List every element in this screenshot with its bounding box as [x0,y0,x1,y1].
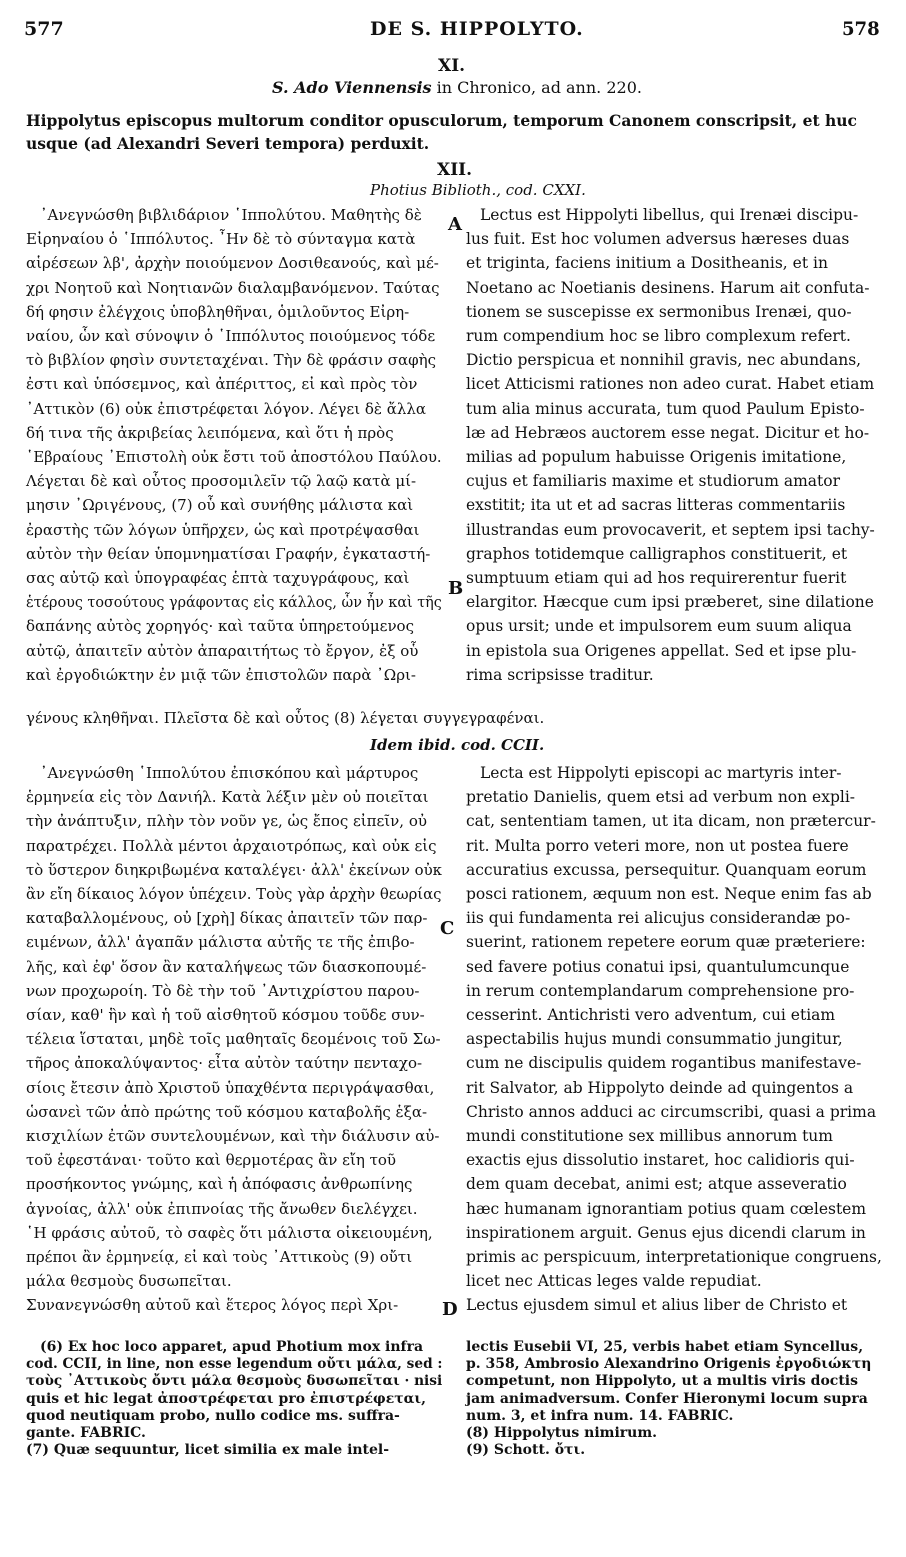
latin-line: cesserint. Antichristi vero adventum, cui etiam [466,1006,836,1024]
greek-line: ῾Εβραίους ᾿Επιστολὴ οὐκ ἔστι τοῦ ἀποστόλου Παύλου. [26,448,442,466]
greek-line: τὴν ἀνάπτυξιν, πλὴν τὸν νοῦν γε, ὡς ἔπος εἰπεῖν, οὐ [26,812,427,831]
latin-line: opus ursit; unde et impulsorem eum suum aliqua [466,617,852,636]
latin-line: licet nec Atticas leges valde repudiat. [466,1272,762,1291]
greek-line: δή τινα τῆς ἀκριβείας λειπόμενα, καὶ ὅτι ἡ πρὸς [26,423,394,442]
footnote-line: (8) Hippolytus nimirum. [466,1425,658,1441]
greek-line: σίοις ἔτεσιν ἀπὸ Χριστοῦ ὑπαχθέντα περιγράψασθαι, [26,1078,435,1097]
greek-line: ῾Η φράσις αὐτοῦ, τὸ σαφὲς ὅτι μάλιστα οἰκειουμένη, [26,1223,433,1242]
greek-line: ᾿Ανεγνώσθη ῾Ιππολύτου ἐπισκόπου καὶ μάρτυρος [40,764,419,782]
footnote-line: competunt, non Hippolyto, ut a multis viris doctis [466,1373,858,1390]
latin-line: primis ac perspicuum, interpretationique congruens, [466,1248,882,1266]
greek-line: ᾿Αττικὸν (6) οὐκ ἐπιστρέφεται λόγον. Λέγει δὲ ἄλλα [26,399,426,418]
source-rest: in Chronico, ad ann. 220. [436,78,642,97]
greek-line: λῆς, καὶ ἐφ' ὅσον ἂν καταλήψεως τῶν διασκοπουμέ- [26,957,427,976]
section-xi-line: Hippolytus episcopus multorum conditor opusculorum, temporum Canonem conscripsit, et huc [26,111,857,130]
footnote-line: p. 358, Ambrosio Alexandrino Origenis ἐργοδιώκτη [466,1356,872,1373]
greek-line: τοῦ ἐφεστάναι· τοῦτο καὶ θερμοτέρας ἂν εἴη τοῦ [26,1151,397,1170]
margin-letter-c: C [440,918,455,939]
latin-line: Lectus ejusdem simul et alius liber de Christo et [466,1296,848,1315]
latin-line: rit Salvator, ab Hippolyto deinde ad quingentos a [466,1078,854,1097]
latin-line: in epistola sua Origenes appellat. Sed et ipse plu- [466,641,857,660]
footnote-line: lectis Eusebii VI, 25, verbis habet etiam Syncellus, [466,1339,864,1355]
latin-line: illustrandas eum provocaverit, et septem ipsi tachy- [466,520,875,539]
greek-line: σίαν, καθ' ἣν καὶ ἡ τοῦ αἰσθητοῦ κόσμου τοῦδε συν- [26,1006,425,1024]
greek-line: τῆρος ἀποκαλύψαντος· εἶτα αὐτὸν ταύτην πενταχο- [26,1054,423,1073]
greek-line: χρι Νοητοῦ καὶ Νοητιανῶν διαλαμβανόμενον. Ταύτας [26,278,440,297]
greek-line: αὐτὸν τὴν θείαν ὑπομνηματίσαι Γραφήν, ἐγκαταστή- [26,544,431,563]
latin-line: Lecta est Hippolyti episcopi ac martyris inter- [480,764,842,782]
greek-line: ἀγνοίας, ἀλλ' οὐκ ἐπιπνοίας τῆς ἄνωθεν διελέγχει. [26,1199,418,1218]
footnote-line: quod neutiquam probo, nullo codice ms. suffra- [26,1407,400,1424]
latin-line: cum ne discipulis quidem rogantibus manifestave- [466,1054,862,1073]
latin-line: lus fuit. Est hoc volumen adversus hæreses duas [466,230,850,249]
footnote-line: quis et hic legat ἀποστρέφεται pro ἐπιστρέφεται, [26,1390,427,1407]
footnote-line: num. 3, et infra num. 14. FABRIC. [466,1407,734,1424]
latin-line: sumptuum etiam qui ad hos requirerentur fuerit [466,569,847,587]
section-idem-source: Idem ibid. cod. CCII. [370,736,545,754]
greek-line: ἑτέρους τοσούτους γράφοντας εἰς κάλλος, ὧν ἦν καὶ τῆς [26,593,442,612]
latin-line: elargitor. Hæcque cum ipsi præberet, sine dilatione [466,593,874,612]
greek-line: δαπάνης αὐτὸς χορηγός· καὶ ταῦτα ὑπηρετούμενος [26,617,414,636]
latin-line: inspirationem arguit. Genus ejus dicendi clarum in [466,1223,866,1242]
section-xii-number: XII. [437,160,473,180]
footnote-line: τοὺς ᾿Αττικοὺς ὄντι μάλα θεσμοὺς δυσωπεῖται · nisi [26,1373,443,1390]
greek-line: ειμένων, ἀλλ' ἀγαπᾶν μάλιστα αὐτῆς τε τῆς ἐπιβο- [26,933,415,952]
latin-line: pretatio Danielis, quem etsi ad verbum non expli- [466,788,856,807]
greek-line: τὸ ὕστερον διηκριβωμένα καταλέγει· ἀλλ' ἐκείνων οὐκ [26,860,442,879]
page-number-left: 577 [24,18,64,40]
greek-line: νων προχωροίη. Τὸ δὲ τὴν τοῦ ᾿Αντιχρίστου παρου- [26,981,420,1000]
greek-line: ἑρμηνεία εἰς τὸν Δανιήλ. Κατὰ λέξιν μὲν οὐ ποιεῖται [26,788,429,807]
greek-line: ὡσανεὶ τῶν ἀπὸ πρώτης τοῦ κόσμου καταβολῆς ἑξα- [26,1102,428,1121]
greek-line: κισχιλίων ἐτῶν συντελουμένων, καὶ τὴν διάλυσιν αὐ- [26,1127,440,1145]
latin-line: et triginta, faciens initium a Dositheanis, et in [466,254,828,273]
latin-line: suerint, rationem repetere eorum quæ præteriere: [466,933,866,952]
footnote-line: cod. CCII, in line, non esse legendum οὔτι μάλα, sed : [26,1356,443,1373]
latin-line: rit. Multa porro veteri more, non ut postea fuere [466,836,849,855]
footnote-line: (6) Ex hoc loco apparet, apud Photium mox infra [40,1339,424,1355]
section-xii-source: Photius Biblioth., cod. CXXI. [370,181,586,199]
footnote-line: (9) Schott. ὄτι. [466,1442,586,1459]
latin-line: cujus et familiaris maxime et studiorum amator [466,472,841,491]
running-title: DE S. HIPPOLYTO. [370,18,584,40]
latin-line: rum compendium hoc se libro complexum refert. [466,327,851,345]
latin-line: sed favere potius conatui ipsi, quantulumcunque [466,957,850,976]
latin-line: Christo annos adduci ac circumscribi, quasi a prima [466,1102,877,1121]
greek-line: καὶ ἐργοδιώκτην ἐν μιᾷ τῶν ἐπιστολῶν παρὰ ᾿Ωρι- [26,665,416,684]
section-xii-greek-full-line: γένους κληθῆναι. Πλεῖστα δὲ καὶ οὗτος (8) λέγεται συγγεγραφέναι. [26,709,545,727]
latin-line: dem quam decebat, animi est; atque asseveratio [466,1175,847,1194]
section-xi-line: usque (ad Alexandri Severi tempora) perduxit. [26,134,430,153]
greek-line: Εἰρηναίου ὁ ῾Ιππόλυτος. ῏Ην δὲ τὸ σύνταγμα κατὰ [26,230,416,249]
footnote-line: gante. FABRIC. [26,1425,146,1441]
latin-line: aspectabilis hujus mundi consummatio jungitur, [466,1030,843,1049]
greek-line: πρέποι ἂν ἑρμηνείᾳ, εἰ καὶ τοὺς ᾿Αττικοὺς (9) οὔτι [26,1248,413,1266]
latin-line: cat, sententiam tamen, ut ita dicam, non prætercur- [466,812,876,831]
greek-line: ναίου, ὧν καὶ σύνοψιν ὁ ῾Ιππόλυτος ποιούμενος τόδε [26,327,436,345]
latin-line: Noetano ac Noetianis desinens. Harum ait confuta- [466,278,870,297]
latin-line: accuratius excussa, persequitur. Quanquam eorum [466,860,867,879]
greek-line: τὸ βιβλίον φησὶν συντεταχέναι. Τὴν δὲ φράσιν σαφὴς [26,351,437,370]
latin-line: Dictio perspicua et nonnihil gravis, nec abundans, [466,351,862,370]
latin-line: exstitit; ita ut et ad sacras litteras commentariis [466,496,846,515]
greek-line: Λέγεται δὲ καὶ οὗτος προσομιλεῖν τῷ λαῷ κατὰ μί- [26,472,417,491]
latin-line: posci rationem, æquum non est. Neque enim fas ab [466,885,872,903]
section-xi-number: XI. [438,56,466,76]
greek-line: ᾿Ανεγνώσθη βιβλιδάριον ῾Ιππολύτου. Μαθητὴς δὲ [40,206,422,224]
footnote-line: jam animadversum. Confer Hieronymi locum supra [466,1390,868,1407]
greek-line: Συνανεγνώσθη αὐτοῦ καὶ ἕτερος λόγος περὶ Χρι- [26,1296,399,1315]
footnote-line: (7) Quæ sequuntur, licet similia ex male intel- [26,1442,390,1459]
margin-letter-b: B [448,578,464,599]
margin-letter-a: A [448,214,462,235]
greek-line: τέλεια ἵσταται, μηδὲ τοῖς μαθηταῖς δεομένοις τοῦ Σω- [26,1030,441,1049]
margin-letter-d: D [442,1299,458,1320]
greek-line: παρατρέχει. Πολλὰ μέντοι ἀρχαιοτρόπως, καὶ οὐκ εἰς [26,836,437,855]
greek-line: ἐστι καὶ ὑπόσεμνος, καὶ ἀπέριττος, εἰ καὶ πρὸς τὸν [26,375,418,394]
latin-line: in rerum contemplandarum comprehensione pro- [466,981,855,1000]
latin-line: exactis ejus dissolutio instaret, hoc calidioris qui- [466,1151,855,1170]
greek-line: μησιν ᾿Ωριγένους, (7) οὗ καὶ συνήθης μάλιστα καὶ [26,496,414,515]
latin-line: hæc humanam ignorantiam potius quam cœlestem [466,1199,867,1218]
latin-line: iis qui fundamenta rei alicujus considerandæ po- [466,909,851,928]
greek-line: αὐτῷ, ἀπαιτεῖν αὐτὸν ἀπαραιτήτως τὸ ἔργον, ἐξ οὗ [26,641,419,660]
latin-line: Lectus est Hippolyti libellus, qui Irenæi discipu- [480,206,859,224]
latin-line: milias ad populum habuisse Origenis imitatione, [466,448,847,466]
latin-line: læ ad Hebræos auctorem esse negat. Dicitur et ho- [466,423,870,442]
latin-line: rima scripsisse traditur. [466,665,654,684]
page-number-right: 578 [842,18,881,40]
latin-line: mundi constitutione sex millibus annorum tum [466,1127,833,1145]
greek-line: δή φησιν ἐλέγχοις ὑποβληθῆναι, ὁμιλοῦντος Εἰρη- [26,302,410,321]
greek-line: σας αὐτῷ καὶ ὑπογραφέας ἑπτὰ ταχυγράφους, καὶ [26,569,410,587]
latin-line: graphos totidemque calligraphos constituerit, et [466,544,848,563]
greek-line: αἱρέσεων λβ', ἀρχὴν ποιούμενον Δοσιθεανούς, καὶ μέ- [26,254,439,273]
latin-line: tum alia minus accurata, tum quod Paulum Episto- [466,399,865,418]
section-xi-source [272,80,642,96]
greek-line: μάλα θεσμοὺς δυσωπεῖται. [26,1272,232,1291]
greek-line: ἐραστὴς τῶν λόγων ὑπῆρχεν, ὡς καὶ προτρέψασθαι [26,520,420,539]
latin-line: licet Atticismi rationes non adeo curat. Habet etiam [466,375,875,394]
source-author: S. Ado Viennensis [272,78,432,97]
latin-line: tionem se suscepisse ex sermonibus Irenæi, quo- [466,302,852,321]
greek-line: καταβαλλομένους, οὐ [χρὴ] δίκας ἀπαιτεῖν τῶν παρ- [26,909,428,928]
greek-line: ἂν εἴη δίκαιος λόγον ὑπέχειν. Τοὺς γὰρ ἀρχὴν θεωρίας [26,885,442,903]
greek-line: προσήκοντος γνώμης, καὶ ἡ ἀπόφασις ἀνθρωπίνης [26,1175,413,1194]
